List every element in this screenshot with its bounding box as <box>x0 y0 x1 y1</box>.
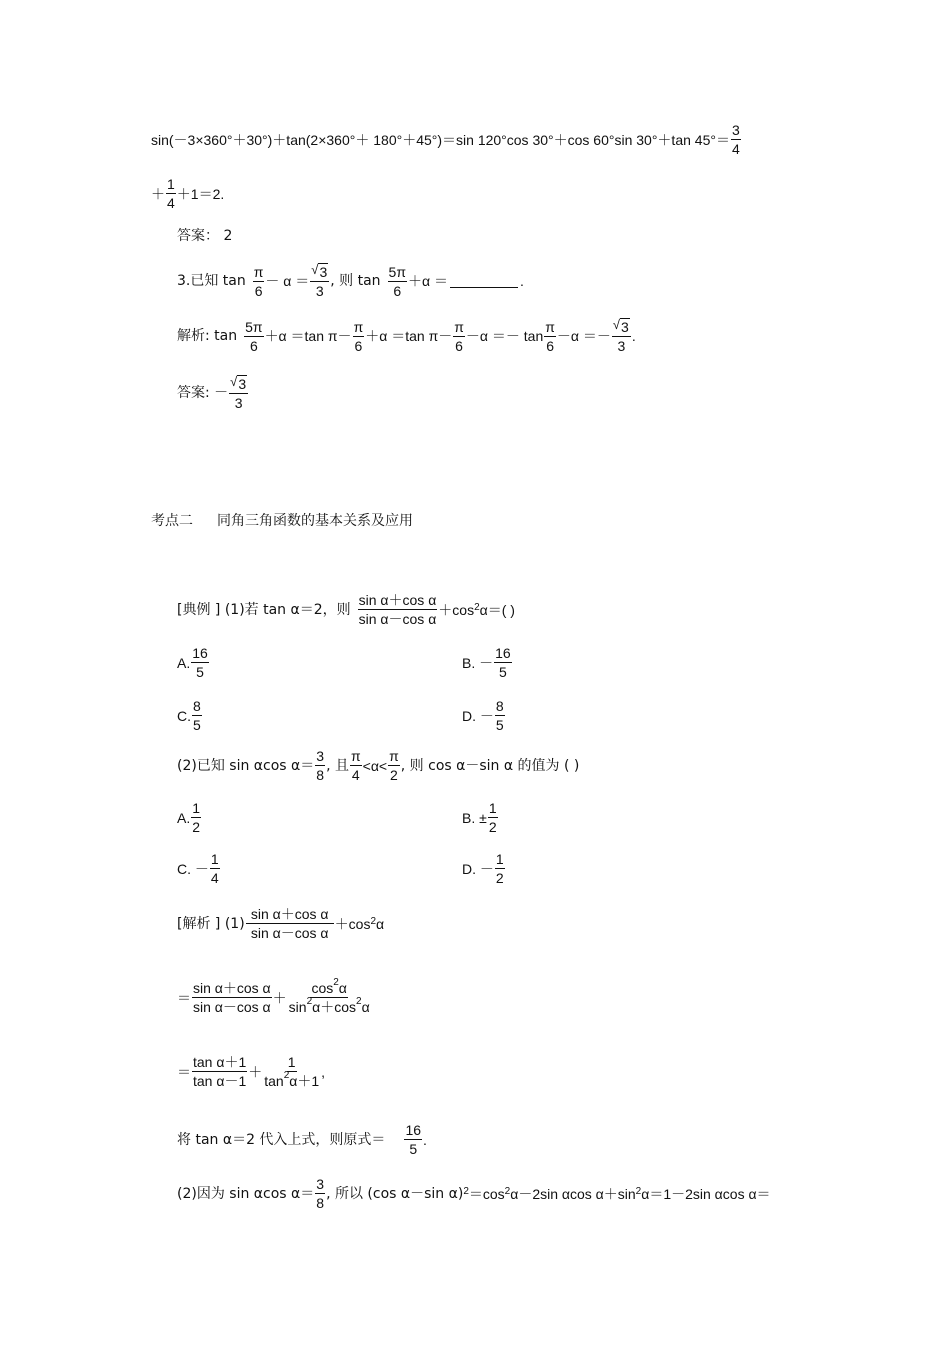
question-text: ＋α ＝ <box>407 273 448 290</box>
question-text: , 则 tan <box>330 273 381 290</box>
equation-text: ＋1＝2. <box>176 185 225 202</box>
fraction: $\frac{\pi}{6}$ <box>353 318 364 354</box>
option-d: D. － $\frac{8}{5}$ <box>462 698 504 734</box>
fraction: $\frac{5\pi}{6}$ <box>388 263 406 299</box>
question-text: 3.已知 tan <box>177 273 246 290</box>
fraction: √ 3 3 <box>612 317 629 355</box>
solution-step-5: (2)因为 sin αcos α＝ $\frac{3}{8}$ , 所以 (cos α－sin α) $^2$ ＝cos $^2$ α－2sin αcos α＋sin $^2$ α＝1－2sin αcos α＝ <box>177 1176 771 1212</box>
option-c: C. － $\frac{1}{4}$ <box>177 851 219 887</box>
section-title: 同角三角函数的基本关系及应用 <box>217 513 413 529</box>
fraction: $\frac{5\pi}{6}$ <box>245 318 263 354</box>
fraction: √ 3 3 <box>230 374 247 412</box>
answer-blank <box>450 275 518 288</box>
fraction: √ 3 3 <box>311 262 328 300</box>
option-c: C. $\frac{8}{5}$ <box>177 698 201 734</box>
fraction: $\frac{\pi}{6}$ <box>545 318 555 354</box>
solution-3: 解析: tan $\frac{5\pi}{6}$ ＋α ＝tan π－ $\frac{\pi}{6}$ ＋α ＝tan π－ $\frac{\pi}{6}$ －α ＝－ tan $\frac{\pi}{6}$ －α ＝－ √ 3 3 . <box>177 317 636 355</box>
equation-text: sin(－3×360°＋30°)＋tan(2×360°＋ 180°＋45°)＝sin 120°cos 30°＋cos 60°sin 30°＋tan 45°＝ <box>151 131 730 148</box>
option-b: B. ± $\frac{1}{2}$ <box>462 800 497 836</box>
solution-step-3: ＝ $\frac{\text{tan α＋1}}{\text{tan α－1}}$ ＋ $\frac{1}{\tan^2\alpha+1}$ , <box>177 1054 326 1090</box>
answer-1 <box>177 229 232 243</box>
solution-step-1: [解析 ] (1) $\frac{\text{sin α＋cos α}}{\text{sin α－cos α}}$ ＋cos $^2$ α <box>177 906 385 942</box>
equation-text: ＋ <box>151 185 165 202</box>
fraction: $\frac{\text{sin α＋cos α}}{\text{sin α－cos α}}$ <box>358 592 437 628</box>
fraction: $\frac{1}{4}$ <box>167 176 175 212</box>
option-b: B. － $\frac{16}{5}$ <box>462 645 511 681</box>
example-problem-1: [典例 ] (1)若 tan α＝2，则 $\frac{\text{sin α＋cos α}}{\text{sin α－cos α}}$ ＋cos $^2$ α＝( ) <box>177 592 515 628</box>
solution-label: 解析: tan <box>177 328 238 345</box>
answer-text: 答案： 2 <box>177 228 233 244</box>
equation-line-1 <box>151 122 742 157</box>
example-problem-2: (2)已知 sin αcos α＝ $\frac{3}{8}$ , 且 $\frac{\pi}{4}$ <α< $\frac{\pi}{2}$ , 则 cos α－sin α 的值为 ( ) <box>177 748 580 784</box>
problem-text: [典例 ] (1)若 tan α＝2，则 <box>177 601 351 618</box>
section-code: 考点二 <box>151 513 193 529</box>
option-a: A. $\frac{16}{5}$ <box>177 645 208 681</box>
solution-step-2: ＝ $\frac{\text{sin α＋cos α}}{\text{sin α－cos α}}$ ＋ $\frac{\cos^2\alpha}{\sin^2\alpha+\cos^2\alpha}$ <box>177 977 370 1016</box>
fraction: $\frac{\pi}{6}$ <box>454 318 464 354</box>
section-heading <box>151 514 413 528</box>
option-a: A. $\frac{1}{2}$ <box>177 800 201 836</box>
answer-3 <box>177 375 249 411</box>
answer-label: 答案: － <box>177 385 229 402</box>
option-d: D. － $\frac{1}{2}$ <box>462 851 504 887</box>
equation-line-2 <box>151 176 224 211</box>
question-3: 3.已知 tan $\frac{\pi}{6}$ － α ＝ √ 3 3 , 则 tan $\frac{5\pi}{6}$ ＋α ＝ . <box>177 262 524 300</box>
fraction: $\frac{\pi}{6}$ <box>253 263 264 299</box>
solution-step-4: 将 tan α＝2 代入上式，则原式＝ $\frac{16}{5}$ . <box>177 1122 427 1158</box>
fraction: $\frac{3}{4}$ <box>731 122 740 158</box>
question-text: － α ＝ <box>265 273 310 290</box>
